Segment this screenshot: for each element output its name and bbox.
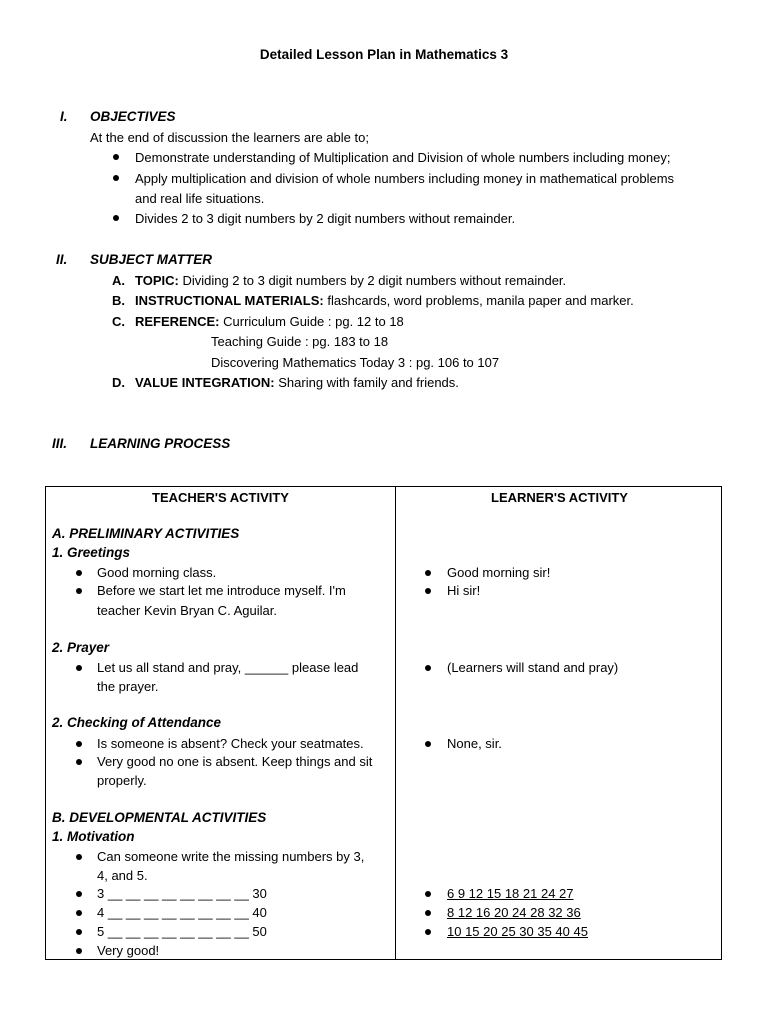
teacher-line: the prayer. xyxy=(97,679,159,694)
bullet-icon xyxy=(425,910,431,916)
activity-table xyxy=(45,486,722,960)
subject-topic xyxy=(112,271,125,291)
bullet-icon xyxy=(76,910,82,916)
learner-answer: 8 12 16 20 24 28 32 36 xyxy=(447,905,581,920)
bullet-icon xyxy=(76,588,82,594)
section-heading-subject: SUBJECT MATTER xyxy=(90,252,213,267)
objective-item: Divides 2 to 3 digit numbers by 2 digit numbers without remainder. xyxy=(135,211,516,226)
value-label: VALUE INTEGRATION: xyxy=(135,375,275,390)
bullet-icon xyxy=(113,175,119,181)
value-letter: D. xyxy=(112,375,125,390)
learner-line: None, sir. xyxy=(447,736,502,751)
objective-item: Apply multiplication and division of whole numbers including money in mathematical problems xyxy=(135,171,675,186)
value-value: Sharing with family and friends. xyxy=(278,375,459,390)
section-number-objectives: I. xyxy=(60,109,68,124)
bullet-icon xyxy=(76,741,82,747)
teacher-line: teacher Kevin Bryan C. Aguilar. xyxy=(97,603,277,618)
teacher-line: Very good! xyxy=(97,943,160,958)
subject-materials xyxy=(112,291,125,311)
teacher-line: Let us all stand and pray, ______ please lead xyxy=(97,660,359,675)
reference-line: Discovering Mathematics Today 3 : pg. 106 to 107 xyxy=(211,355,500,370)
bullet-icon xyxy=(425,570,431,576)
reference-line: Curriculum Guide : pg. 12 to 18 xyxy=(223,314,404,329)
bullet-icon xyxy=(425,741,431,747)
prayer-heading: 2. Prayer xyxy=(52,640,110,655)
materials-label: INSTRUCTIONAL MATERIALS: xyxy=(135,293,324,308)
bullet-icon xyxy=(76,665,82,671)
bullet-icon xyxy=(76,854,82,860)
teacher-line: 3 __ __ __ __ __ __ __ __ 30 xyxy=(97,886,267,901)
teacher-line: 4 __ __ __ __ __ __ __ __ 40 xyxy=(97,905,267,920)
teacher-line: 4, and 5. xyxy=(97,868,148,883)
subject-reference-text xyxy=(135,312,404,332)
topic-label: TOPIC: xyxy=(135,273,179,288)
column-header-teacher: TEACHER'S ACTIVITY xyxy=(152,490,289,505)
bullet-icon xyxy=(76,948,82,954)
section-heading-process: LEARNING PROCESS xyxy=(90,436,231,451)
objectives-intro: At the end of discussion the learners are able to; xyxy=(90,130,369,145)
teacher-line: Before we start let me introduce myself. I'm xyxy=(97,583,346,598)
subject-value xyxy=(112,373,125,393)
reference-line: Teaching Guide : pg. 183 to 18 xyxy=(211,334,389,349)
subject-materials-text xyxy=(135,291,634,311)
bullet-icon xyxy=(76,570,82,576)
teacher-line: 5 __ __ __ __ __ __ __ __ 50 xyxy=(97,924,267,939)
bullet-icon xyxy=(425,588,431,594)
section-heading-objectives: OBJECTIVES xyxy=(90,109,176,124)
objective-item: Demonstrate understanding of Multiplication and Division of whole numbers including money; xyxy=(135,150,671,165)
developmental-heading: B. DEVELOPMENTAL ACTIVITIES xyxy=(52,810,267,825)
reference-letter: C. xyxy=(112,314,125,329)
section-number-process: III. xyxy=(52,436,68,451)
learner-answer: 6 9 12 15 18 21 24 27 xyxy=(447,886,574,901)
subject-value-text xyxy=(135,373,459,393)
learner-line: Hi sir! xyxy=(447,583,481,598)
subject-reference xyxy=(112,312,125,332)
materials-value: flashcards, word problems, manila paper and marker. xyxy=(327,293,634,308)
topic-value: Dividing 2 to 3 digit numbers by 2 digit numbers without remainder. xyxy=(182,273,567,288)
preliminary-heading: A. PRELIMINARY ACTIVITIES xyxy=(52,526,240,541)
bullet-icon xyxy=(113,154,119,160)
bullet-icon xyxy=(425,665,431,671)
attendance-heading: 2. Checking of Attendance xyxy=(52,715,222,730)
teacher-line: Good morning class. xyxy=(97,565,217,580)
teacher-line: Is someone is absent? Check your seatmates. xyxy=(97,736,364,751)
teacher-line: Very good no one is absent. Keep things and sit xyxy=(97,754,373,769)
bullet-icon xyxy=(76,759,82,765)
learner-line: (Learners will stand and pray) xyxy=(447,660,619,675)
document-title: Detailed Lesson Plan in Mathematics 3 xyxy=(259,47,509,62)
objective-item-continued: and real life situations. xyxy=(135,191,265,206)
bullet-icon xyxy=(76,891,82,897)
teacher-line: Can someone write the missing numbers by 3, xyxy=(97,849,365,864)
bullet-icon xyxy=(113,215,119,221)
bullet-icon xyxy=(425,929,431,935)
subject-topic-text xyxy=(135,271,566,291)
bullet-icon xyxy=(425,891,431,897)
reference-label: REFERENCE: xyxy=(135,314,220,329)
learner-line: Good morning sir! xyxy=(447,565,551,580)
column-divider xyxy=(395,487,396,959)
motivation-heading: 1. Motivation xyxy=(52,829,135,844)
greetings-heading: 1. Greetings xyxy=(52,545,131,560)
bullet-icon xyxy=(76,929,82,935)
column-header-learner: LEARNER'S ACTIVITY xyxy=(491,490,628,505)
section-number-subject: II. xyxy=(56,252,68,267)
materials-letter: B. xyxy=(112,293,125,308)
teacher-line: properly. xyxy=(97,773,147,788)
topic-letter: A. xyxy=(112,273,125,288)
learner-answer: 10 15 20 25 30 35 40 45 xyxy=(447,924,588,939)
